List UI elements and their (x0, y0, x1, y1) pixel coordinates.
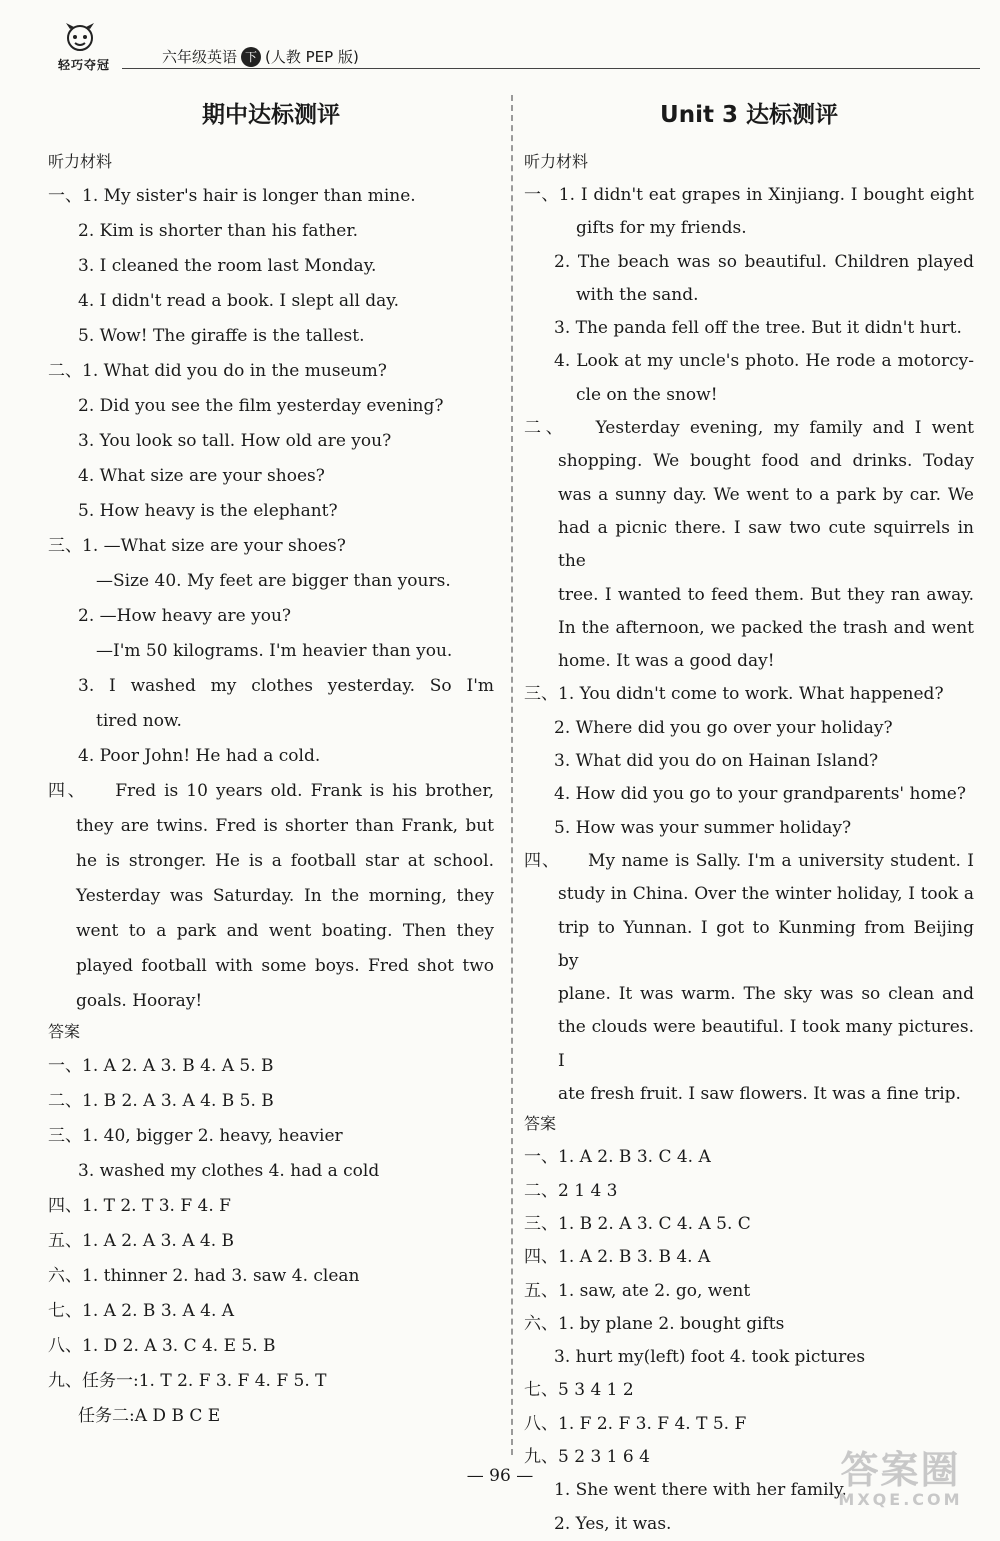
passage-line (524, 845, 974, 878)
answer-line: 一、1. A 2. A 3. B 4. A 5. B (48, 1056, 274, 1076)
answer-line: 八、1. D 2. A 3. C 4. E 5. B (48, 1336, 276, 1356)
left-answers (48, 1049, 494, 1434)
text-line: 5. How was your summer holiday? (554, 817, 852, 838)
answer-line: 六、1. by plane 2. bought gifts (524, 1313, 785, 1334)
left-listening-label: 听力材料 (48, 152, 113, 171)
passage-line: the clouds were beautiful. I took many pictures. I (558, 1017, 974, 1071)
text-line: tired now. (96, 711, 182, 731)
right-listening-label: 听力材料 (524, 152, 589, 171)
book-title-edition: (人教 PEP 版) (265, 48, 359, 66)
text-line: 2. Where did you go over your holiday? (554, 717, 893, 738)
text-line: gifts for my friends. (576, 218, 747, 239)
watermark-main: 答案圈 (840, 1448, 961, 1492)
answer-line: 五、1. A 2. A 3. A 4. B (48, 1231, 235, 1251)
text-line: 2. The beach was so beautiful. Children played (554, 251, 974, 272)
text-line: 3. I cleaned the room last Monday. (78, 256, 377, 276)
column-divider (511, 95, 513, 1455)
answer-line: 四、1. T 2. T 3. F 4. F (48, 1196, 231, 1216)
text-line: 3. You look so tall. How old are you? (78, 431, 392, 451)
header-rule (122, 68, 980, 69)
text-line: 3. What did you do on Hainan Island? (554, 751, 879, 772)
passage-line: ate fresh fruit. I saw flowers. It was a fine trip. (558, 1084, 961, 1105)
answer-line: 五、1. saw, ate 2. go, went (524, 1280, 751, 1301)
mascot-icon (50, 22, 110, 56)
answer-line: 3. hurt my(left) foot 4. took pictures (554, 1347, 866, 1368)
passage-line (48, 774, 494, 809)
passage-line: tree. I wanted to feed them. But they ran away. (558, 584, 974, 605)
answer-line: 九、5 2 3 1 6 4 (524, 1446, 650, 1467)
answer-line: 三、1. B 2. A 3. C 4. A 5. C (524, 1213, 751, 1234)
book-title-grade: 六年级英语 (162, 48, 238, 66)
answer-line: 2. Yes, it was. (554, 1513, 672, 1534)
text-line: 三、1. You didn't come to work. What happened? (524, 684, 944, 705)
brand-logo (50, 22, 128, 70)
answer-line: 四、1. A 2. B 3. B 4. A (524, 1247, 711, 1268)
answer-line: 三、1. 40, bigger 2. heavy, heavier (48, 1126, 343, 1146)
text-line: 3. The panda fell off the tree. But it didn't hurt. (554, 318, 962, 339)
text-line: 4. Look at my uncle's photo. He rode a motorcy- (554, 351, 974, 372)
text-line: 一、1. I didn't eat grapes in Xinjiang. I bought eight (524, 185, 974, 205)
left-answers-label: 答案 (48, 1022, 81, 1041)
text-line: 2. —How heavy are you? (78, 606, 292, 626)
answer-line: 二、1. B 2. A 3. A 4. B 5. B (48, 1091, 274, 1111)
answer-line: 一、1. A 2. B 3. C 4. A (524, 1147, 711, 1168)
passage-line: had a picnic there. I saw two cute squirrels in the (558, 517, 974, 572)
right-column (524, 95, 974, 1541)
passage-line: was a sunny day. We went to a park by car. We (558, 484, 974, 505)
text-line: 5. Wow! The giraffe is the tallest. (78, 326, 365, 346)
page-header (40, 20, 980, 70)
answer-line: 1. She went there with her family. (554, 1480, 847, 1501)
passage-line: they are twins. Fred is shorter than Frank, but (76, 816, 494, 836)
site-watermark (808, 1450, 993, 1514)
passage-text: My name is Sally. I'm a university student. I (588, 850, 974, 871)
right-answers-label: 答案 (524, 1114, 557, 1134)
logo-text: 轻巧夺冠 (58, 58, 111, 72)
text-line: 二、1. What did you do in the museum? (48, 361, 387, 381)
text-line: with the sand. (576, 284, 699, 305)
text-line: 三、1. —What size are your shoes? (48, 536, 346, 556)
watermark-url: MXQE.COM (838, 1490, 963, 1509)
answer-line: 3. washed my clothes 4. had a cold (78, 1161, 380, 1181)
text-line: 5. How heavy is the elephant? (78, 501, 338, 521)
left-section-title: 期中达标测评 (202, 102, 340, 128)
text-line: 2. Kim is shorter than his father. (78, 221, 359, 241)
passage-text: Fred is 10 years old. Frank is his brother, (115, 781, 494, 801)
passage-line: In the afternoon, we packed the trash and went (558, 617, 974, 638)
passage-line: trip to Yunnan. I got to Kunming from Beijing by (558, 917, 974, 971)
text-line: 3. I washed my clothes yesterday. So I'm (78, 676, 494, 696)
passage-line (524, 412, 974, 445)
text-line: 4. How did you go to your grandparents' home? (554, 784, 966, 805)
text-line: 4. I didn't read a book. I slept all day. (78, 291, 400, 311)
right-section-title: Unit 3 达标测评 (660, 102, 838, 128)
passage-line: goals. Hooray! (76, 991, 203, 1011)
passage-line: shopping. We bought food and drinks. Today (558, 451, 974, 472)
answer-line: 七、1. A 2. B 3. A 4. A (48, 1301, 235, 1321)
answer-line: 九、任务一:1. T 2. F 3. F 4. F 5. T (48, 1371, 327, 1391)
passage-line: study in China. Over the winter holiday, I took a (558, 884, 974, 905)
passage-line: played football with some boys. Fred shot two (76, 956, 494, 976)
left-column (48, 95, 494, 1434)
left-listening-lines (48, 179, 494, 774)
passage-text: Yesterday evening, my family and I went (595, 418, 974, 439)
passage-line: home. It was a good day! (558, 651, 775, 672)
answer-line: 六、1. thinner 2. had 3. saw 4. clean (48, 1266, 360, 1286)
answer-line: 八、1. F 2. F 3. F 4. T 5. F (524, 1413, 747, 1434)
text-line: 4. Poor John! He had a cold. (78, 746, 321, 766)
page-number: — 96 — (466, 1466, 534, 1486)
right-passage-2 (524, 845, 974, 1111)
passage-label: 四、 (48, 781, 88, 801)
text-line: —Size 40. My feet are bigger than yours. (96, 571, 451, 591)
text-line: 2. Did you see the film yesterday evening? (78, 396, 444, 416)
passage-label: 二、 (524, 418, 568, 439)
passage-label: 四、 (524, 850, 561, 871)
passage-line: he is stronger. He is a football star at school. (76, 851, 494, 871)
answer-line: 二、2 1 4 3 (524, 1180, 618, 1201)
answer-line: 任务二:A D B C E (78, 1406, 221, 1426)
left-passage (48, 774, 494, 1019)
text-line: 一、1. My sister's hair is longer than mine. (48, 186, 416, 206)
text-line: cle on the snow! (576, 384, 718, 405)
answer-line: 七、5 3 4 1 2 (524, 1380, 634, 1401)
text-line: —I'm 50 kilograms. I'm heavier than you. (96, 641, 453, 661)
book-title (162, 46, 359, 67)
volume-badge: 下 (241, 47, 261, 67)
passage-line: went to a park and went boating. Then they (76, 921, 494, 941)
right-listening-lines (524, 179, 974, 412)
right-listening-lines-2 (524, 678, 974, 844)
right-passage-1 (524, 412, 974, 678)
passage-line: plane. It was warm. The sky was so clean and (558, 984, 974, 1005)
passage-line: Yesterday was Saturday. In the morning, they (76, 886, 494, 906)
text-line: 4. What size are your shoes? (78, 466, 325, 486)
